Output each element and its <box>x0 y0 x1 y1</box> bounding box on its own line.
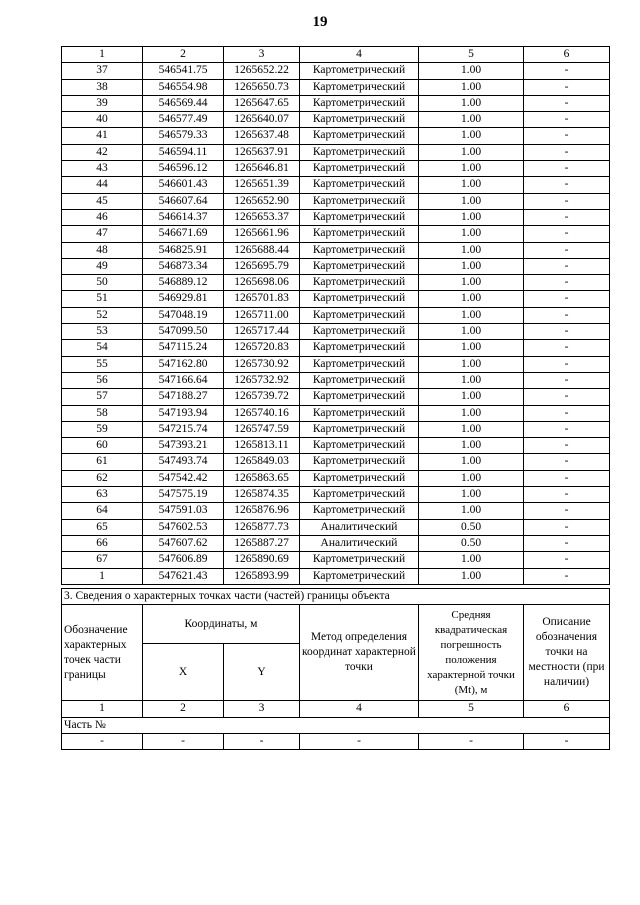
y-coordinate-cell: 1265747.59 <box>224 421 300 437</box>
col-x-header: X <box>143 644 224 701</box>
method-cell: Картометрический <box>300 226 419 242</box>
part-label: Часть № <box>62 717 610 733</box>
method-cell: Картометрический <box>300 161 419 177</box>
x-coordinate-cell: 547166.64 <box>143 372 224 388</box>
method-cell: Картометрический <box>300 503 419 519</box>
description-cell: - <box>524 438 610 454</box>
point-number-cell: 39 <box>62 95 143 111</box>
point-number-cell: 37 <box>62 63 143 79</box>
y-coordinate-cell: 1265876.96 <box>224 503 300 519</box>
empty-cell: - <box>143 733 224 749</box>
page-number: 19 <box>312 14 328 30</box>
x-coordinate-cell: 546579.33 <box>143 128 224 144</box>
table-row <box>62 209 610 225</box>
accuracy-cell: 1.00 <box>419 487 524 503</box>
description-cell: - <box>524 193 610 209</box>
x-coordinate-cell: 546554.98 <box>143 79 224 95</box>
y-coordinate-cell: 1265646.81 <box>224 161 300 177</box>
accuracy-cell: 1.00 <box>419 112 524 128</box>
table-row <box>62 356 610 372</box>
description-cell: - <box>524 209 610 225</box>
accuracy-cell: 1.00 <box>419 63 524 79</box>
x-coordinate-cell: 547215.74 <box>143 421 224 437</box>
table-row <box>62 144 610 160</box>
point-number-cell: 52 <box>62 307 143 323</box>
point-number-cell: 46 <box>62 209 143 225</box>
y-coordinate-cell: 1265695.79 <box>224 258 300 274</box>
accuracy-cell: 1.00 <box>419 372 524 388</box>
point-number-cell: 60 <box>62 438 143 454</box>
point-number-cell: 43 <box>62 161 143 177</box>
point-number-cell: 63 <box>62 487 143 503</box>
x-coordinate-cell: 547493.74 <box>143 454 224 470</box>
table-row <box>62 177 610 193</box>
method-cell: Картометрический <box>300 356 419 372</box>
y-coordinate-cell: 1265652.22 <box>224 63 300 79</box>
description-cell: - <box>524 95 610 111</box>
method-cell: Картометрический <box>300 209 419 225</box>
x-coordinate-cell: 547591.03 <box>143 503 224 519</box>
point-number-cell: 65 <box>62 519 143 535</box>
table-row <box>62 454 610 470</box>
x-coordinate-cell: 546825.91 <box>143 242 224 258</box>
method-cell: Картометрический <box>300 324 419 340</box>
description-cell: - <box>524 372 610 388</box>
description-cell: - <box>524 405 610 421</box>
table-row <box>62 487 610 503</box>
coordinates-table <box>61 46 610 585</box>
accuracy-cell: 1.00 <box>419 324 524 340</box>
x-coordinate-cell: 546614.37 <box>143 209 224 225</box>
table-row <box>62 63 610 79</box>
method-cell: Картометрический <box>300 389 419 405</box>
accuracy-cell: 1.00 <box>419 389 524 405</box>
accuracy-cell: 1.00 <box>419 95 524 111</box>
description-cell: - <box>524 389 610 405</box>
point-number-cell: 41 <box>62 128 143 144</box>
description-cell: - <box>524 112 610 128</box>
table-row <box>62 470 610 486</box>
x-coordinate-cell: 546577.49 <box>143 112 224 128</box>
header-cell: 1 <box>62 47 143 63</box>
col-coords-header: Координаты, м <box>143 605 300 644</box>
description-cell: - <box>524 242 610 258</box>
table-row <box>62 226 610 242</box>
y-coordinate-cell: 1265698.06 <box>224 275 300 291</box>
accuracy-cell: 1.00 <box>419 144 524 160</box>
table-row <box>62 79 610 95</box>
description-cell: - <box>524 79 610 95</box>
table-row <box>62 535 610 551</box>
y-coordinate-cell: 1265732.92 <box>224 372 300 388</box>
table-row <box>62 242 610 258</box>
accuracy-cell: 1.00 <box>419 209 524 225</box>
point-number-cell: 61 <box>62 454 143 470</box>
accuracy-cell: 1.00 <box>419 79 524 95</box>
empty-cell: - <box>62 733 143 749</box>
accuracy-cell: 1.00 <box>419 242 524 258</box>
method-cell: Картометрический <box>300 421 419 437</box>
point-number-cell: 62 <box>62 470 143 486</box>
point-number-cell: 58 <box>62 405 143 421</box>
x-coordinate-cell: 546671.69 <box>143 226 224 242</box>
table-row <box>62 568 610 584</box>
y-coordinate-cell: 1265647.65 <box>224 95 300 111</box>
header-cell: 3 <box>224 47 300 63</box>
accuracy-cell: 1.00 <box>419 340 524 356</box>
x-coordinate-cell: 547575.19 <box>143 487 224 503</box>
y-coordinate-cell: 1265887.27 <box>224 535 300 551</box>
description-cell: - <box>524 568 610 584</box>
accuracy-cell: 1.00 <box>419 454 524 470</box>
point-number-cell: 67 <box>62 552 143 568</box>
point-number-cell: 48 <box>62 242 143 258</box>
accuracy-cell: 1.00 <box>419 438 524 454</box>
accuracy-cell: 1.00 <box>419 226 524 242</box>
col-y-header: Y <box>224 644 300 701</box>
table-row <box>62 95 610 111</box>
y-coordinate-cell: 1265890.69 <box>224 552 300 568</box>
table-row <box>62 291 610 307</box>
accuracy-cell: 1.00 <box>419 552 524 568</box>
x-coordinate-cell: 546601.43 <box>143 177 224 193</box>
col-num-5: 5 <box>419 701 524 717</box>
col-method-header: Метод определения координат характерной точки <box>300 605 419 701</box>
empty-cell: - <box>224 733 300 749</box>
table-row <box>62 275 610 291</box>
method-cell: Картометрический <box>300 568 419 584</box>
x-coordinate-cell: 547607.62 <box>143 535 224 551</box>
point-number-cell: 42 <box>62 144 143 160</box>
table-row <box>62 372 610 388</box>
method-cell: Картометрический <box>300 372 419 388</box>
y-coordinate-cell: 1265688.44 <box>224 242 300 258</box>
method-cell: Картометрический <box>300 193 419 209</box>
y-coordinate-cell: 1265849.03 <box>224 454 300 470</box>
method-cell: Картометрический <box>300 144 419 160</box>
x-coordinate-cell: 546596.12 <box>143 161 224 177</box>
x-coordinate-cell: 547193.94 <box>143 405 224 421</box>
header-cell: 2 <box>143 47 224 63</box>
section3-title: 3. Сведения о характерных точках части (частей) границы объекта <box>62 589 610 605</box>
method-cell: Картометрический <box>300 112 419 128</box>
point-number-cell: 66 <box>62 535 143 551</box>
table-row <box>62 112 610 128</box>
accuracy-cell: 1.00 <box>419 470 524 486</box>
col-point-header: Обозначение характерных точек части границы <box>62 605 143 701</box>
description-cell: - <box>524 226 610 242</box>
x-coordinate-cell: 547602.53 <box>143 519 224 535</box>
y-coordinate-cell: 1265730.92 <box>224 356 300 372</box>
table-row <box>62 161 610 177</box>
method-cell: Картометрический <box>300 258 419 274</box>
accuracy-cell: 1.00 <box>419 193 524 209</box>
y-coordinate-cell: 1265711.00 <box>224 307 300 323</box>
y-coordinate-cell: 1265717.44 <box>224 324 300 340</box>
point-number-cell: 45 <box>62 193 143 209</box>
point-number-cell: 56 <box>62 372 143 388</box>
y-coordinate-cell: 1265653.37 <box>224 209 300 225</box>
accuracy-cell: 1.00 <box>419 405 524 421</box>
method-cell: Картометрический <box>300 95 419 111</box>
method-cell: Картометрический <box>300 552 419 568</box>
y-coordinate-cell: 1265863.65 <box>224 470 300 486</box>
y-coordinate-cell: 1265877.73 <box>224 519 300 535</box>
method-cell: Картометрический <box>300 454 419 470</box>
x-coordinate-cell: 547048.19 <box>143 307 224 323</box>
method-cell: Картометрический <box>300 438 419 454</box>
method-cell: Картометрический <box>300 470 419 486</box>
point-number-cell: 64 <box>62 503 143 519</box>
table-row <box>62 421 610 437</box>
y-coordinate-cell: 1265739.72 <box>224 389 300 405</box>
accuracy-cell: 1.00 <box>419 291 524 307</box>
table-row <box>62 519 610 535</box>
description-cell: - <box>524 552 610 568</box>
description-cell: - <box>524 519 610 535</box>
accuracy-cell: 1.00 <box>419 356 524 372</box>
accuracy-cell: 1.00 <box>419 128 524 144</box>
col-num-2: 2 <box>143 701 224 717</box>
y-coordinate-cell: 1265651.39 <box>224 177 300 193</box>
method-cell: Картометрический <box>300 291 419 307</box>
y-coordinate-cell: 1265874.35 <box>224 487 300 503</box>
point-number-cell: 38 <box>62 79 143 95</box>
table-row <box>62 193 610 209</box>
x-coordinate-cell: 546929.81 <box>143 291 224 307</box>
col-num-6: 6 <box>524 701 610 717</box>
method-cell: Картометрический <box>300 307 419 323</box>
point-number-cell: 59 <box>62 421 143 437</box>
header-cell: 6 <box>524 47 610 63</box>
description-cell: - <box>524 144 610 160</box>
description-cell: - <box>524 535 610 551</box>
x-coordinate-cell: 547099.50 <box>143 324 224 340</box>
accuracy-cell: 1.00 <box>419 258 524 274</box>
description-cell: - <box>524 275 610 291</box>
col-num-1: 1 <box>62 701 143 717</box>
description-cell: - <box>524 177 610 193</box>
method-cell: Картометрический <box>300 275 419 291</box>
table-row <box>62 503 610 519</box>
col-num-4: 4 <box>300 701 419 717</box>
description-cell: - <box>524 340 610 356</box>
point-number-cell: 47 <box>62 226 143 242</box>
method-cell: Картометрический <box>300 340 419 356</box>
col-num-3: 3 <box>224 701 300 717</box>
method-cell: Картометрический <box>300 177 419 193</box>
description-cell: - <box>524 161 610 177</box>
table-row <box>62 258 610 274</box>
y-coordinate-cell: 1265740.16 <box>224 405 300 421</box>
col-description-header: Описание обозначения точки на местности (при наличии) <box>524 605 610 701</box>
method-cell: Картометрический <box>300 79 419 95</box>
point-number-cell: 55 <box>62 356 143 372</box>
table-row <box>62 324 610 340</box>
col-accuracy-header: Средняя квадратическая погрешность положения характерной точки (Mt), м <box>419 605 524 701</box>
accuracy-cell: 1.00 <box>419 161 524 177</box>
method-cell: Картометрический <box>300 128 419 144</box>
empty-cell: - <box>300 733 419 749</box>
point-number-cell: 1 <box>62 568 143 584</box>
x-coordinate-cell: 547606.89 <box>143 552 224 568</box>
x-coordinate-cell: 547542.42 <box>143 470 224 486</box>
accuracy-cell: 1.00 <box>419 307 524 323</box>
empty-cell: - <box>419 733 524 749</box>
table-row <box>62 128 610 144</box>
x-coordinate-cell: 546873.34 <box>143 258 224 274</box>
point-number-cell: 57 <box>62 389 143 405</box>
x-coordinate-cell: 546541.75 <box>143 63 224 79</box>
section3-table <box>61 588 610 750</box>
table-row <box>62 307 610 323</box>
table-row <box>62 552 610 568</box>
y-coordinate-cell: 1265661.96 <box>224 226 300 242</box>
accuracy-cell: 1.00 <box>419 421 524 437</box>
method-cell: Картометрический <box>300 242 419 258</box>
point-number-cell: 53 <box>62 324 143 340</box>
accuracy-cell: 0.50 <box>419 535 524 551</box>
empty-cell: - <box>524 733 610 749</box>
x-coordinate-cell: 546889.12 <box>143 275 224 291</box>
table-row <box>62 389 610 405</box>
y-coordinate-cell: 1265720.83 <box>224 340 300 356</box>
table-row <box>62 438 610 454</box>
x-coordinate-cell: 547393.21 <box>143 438 224 454</box>
description-cell: - <box>524 307 610 323</box>
method-cell: Аналитический <box>300 535 419 551</box>
method-cell: Аналитический <box>300 519 419 535</box>
point-number-cell: 40 <box>62 112 143 128</box>
x-coordinate-cell: 547115.24 <box>143 340 224 356</box>
point-number-cell: 51 <box>62 291 143 307</box>
point-number-cell: 44 <box>62 177 143 193</box>
method-cell: Картометрический <box>300 487 419 503</box>
y-coordinate-cell: 1265637.91 <box>224 144 300 160</box>
description-cell: - <box>524 258 610 274</box>
description-cell: - <box>524 503 610 519</box>
x-coordinate-cell: 547621.43 <box>143 568 224 584</box>
y-coordinate-cell: 1265650.73 <box>224 79 300 95</box>
table-row <box>62 340 610 356</box>
y-coordinate-cell: 1265813.11 <box>224 438 300 454</box>
description-cell: - <box>524 454 610 470</box>
accuracy-cell: 1.00 <box>419 503 524 519</box>
header-cell: 5 <box>419 47 524 63</box>
x-coordinate-cell: 546569.44 <box>143 95 224 111</box>
x-coordinate-cell: 546607.64 <box>143 193 224 209</box>
header-cell: 4 <box>300 47 419 63</box>
accuracy-cell: 1.00 <box>419 177 524 193</box>
description-cell: - <box>524 291 610 307</box>
y-coordinate-cell: 1265701.83 <box>224 291 300 307</box>
description-cell: - <box>524 421 610 437</box>
description-cell: - <box>524 63 610 79</box>
point-number-cell: 50 <box>62 275 143 291</box>
accuracy-cell: 1.00 <box>419 275 524 291</box>
table-row <box>62 405 610 421</box>
description-cell: - <box>524 487 610 503</box>
description-cell: - <box>524 470 610 486</box>
accuracy-cell: 1.00 <box>419 568 524 584</box>
description-cell: - <box>524 128 610 144</box>
x-coordinate-cell: 547188.27 <box>143 389 224 405</box>
y-coordinate-cell: 1265637.48 <box>224 128 300 144</box>
y-coordinate-cell: 1265893.99 <box>224 568 300 584</box>
accuracy-cell: 0.50 <box>419 519 524 535</box>
y-coordinate-cell: 1265640.07 <box>224 112 300 128</box>
x-coordinate-cell: 546594.11 <box>143 144 224 160</box>
y-coordinate-cell: 1265652.90 <box>224 193 300 209</box>
description-cell: - <box>524 356 610 372</box>
point-number-cell: 49 <box>62 258 143 274</box>
point-number-cell: 54 <box>62 340 143 356</box>
method-cell: Картометрический <box>300 63 419 79</box>
table-header-row <box>62 47 610 63</box>
x-coordinate-cell: 547162.80 <box>143 356 224 372</box>
method-cell: Картометрический <box>300 405 419 421</box>
description-cell: - <box>524 324 610 340</box>
